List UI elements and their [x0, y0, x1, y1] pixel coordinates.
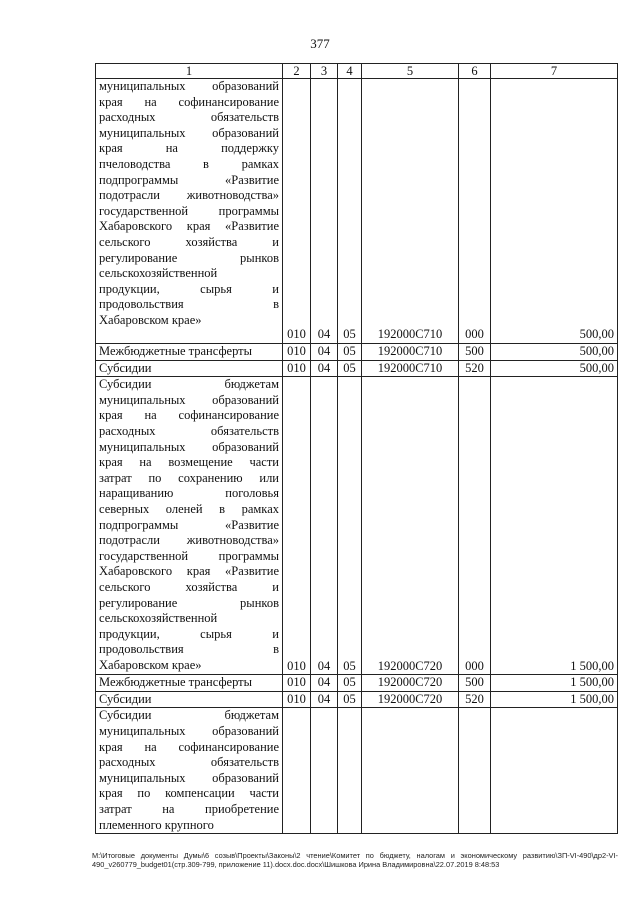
amount: 500,00 [491, 360, 618, 377]
expense-type-code: 000 [459, 79, 491, 344]
description-line: подотрасли животноводства» [99, 188, 279, 203]
description-line: сельского хозяйства и [99, 579, 279, 594]
description-line: регулирование рынков [99, 250, 279, 265]
amount: 1 500,00 [491, 377, 618, 675]
column-header: 1 [96, 64, 283, 79]
subsection-code [338, 708, 362, 834]
description-line: продовольствия в [99, 642, 279, 657]
header-row [96, 64, 618, 79]
description-line: расходных обязательств [99, 110, 279, 125]
file-path-footer: M:\Итоговые документы Думы\6 созыв\Проекты\Законы\2 чтение\Комитет по бюджету, налогам и экономическому развитию\ЗП-VI-490\др2-VI-490_v260779_budget01(стр.309-799, приложение 11).docx.doc.docx\Шишкова Ирина Владимировна\22.07.2019 8:48:53 [92, 851, 618, 869]
description-line: муниципальных образований [99, 770, 279, 785]
table-row [96, 360, 618, 377]
description-line: сельскохозяйственной [99, 611, 218, 626]
description-line: Субсидии бюджетам [99, 708, 279, 723]
section-code: 04 [311, 675, 338, 692]
subsection-code: 05 [338, 79, 362, 344]
column-header: 4 [338, 64, 362, 79]
column-header: 6 [459, 64, 491, 79]
admin-code: 010 [283, 691, 311, 708]
target-article-code: 192000С710 [362, 344, 459, 361]
description-line: затрат на приобретение [99, 801, 279, 816]
target-article-code: 192000С710 [362, 79, 459, 344]
section-code: 04 [311, 360, 338, 377]
description-line: продовольствия в [99, 297, 279, 312]
section-code: 04 [311, 79, 338, 344]
target-article-code [362, 708, 459, 834]
target-article-code: 192000С720 [362, 377, 459, 675]
description-line: государственной программы [99, 203, 279, 218]
table-row [96, 344, 618, 361]
row-description [96, 377, 283, 675]
expense-type-code: 500 [459, 344, 491, 361]
description-line: муниципальных образований [99, 723, 279, 738]
description-line: продукции, сырья и [99, 281, 279, 296]
subsection-code: 05 [338, 377, 362, 675]
target-article-code: 192000С720 [362, 675, 459, 692]
expense-type-code [459, 708, 491, 834]
section-code: 04 [311, 377, 338, 675]
budget-table [95, 63, 618, 834]
description-line: племенного крупного [99, 817, 214, 832]
description-line: муниципальных образований [99, 79, 279, 93]
table-row [96, 79, 618, 344]
description-line: продукции, сырья и [99, 626, 279, 641]
table-row [96, 691, 618, 708]
amount: 1 500,00 [491, 675, 618, 692]
description-line: Хабаровского края «Развитие [99, 564, 279, 579]
description-line: края на софинансирование [99, 94, 279, 109]
subsection-code: 05 [338, 360, 362, 377]
description-line: края на поддержку [99, 141, 279, 156]
description-line: края на возмещение части [99, 455, 279, 470]
description-line: регулирование рынков [99, 595, 279, 610]
row-description: Субсидии [96, 360, 283, 377]
admin-code: 010 [283, 360, 311, 377]
expense-type-code: 000 [459, 377, 491, 675]
row-description: Субсидии [96, 691, 283, 708]
target-article-code: 192000С710 [362, 360, 459, 377]
table-row [96, 675, 618, 692]
section-code: 04 [311, 344, 338, 361]
admin-code: 010 [283, 344, 311, 361]
amount [491, 708, 618, 834]
description-line: подпрограммы «Развитие [99, 172, 279, 187]
row-description [96, 79, 283, 344]
description-line: Субсидии бюджетам [99, 377, 279, 392]
description-line: сельскохозяйственной [99, 266, 218, 281]
description-line: государственной программы [99, 548, 279, 563]
section-code [311, 708, 338, 834]
amount: 500,00 [491, 344, 618, 361]
description-line: края на софинансирование [99, 408, 279, 423]
description-line: расходных обязательств [99, 755, 279, 770]
admin-code: 010 [283, 377, 311, 675]
subsection-code: 05 [338, 675, 362, 692]
description-line: наращиванию поголовья [99, 486, 279, 501]
description-line: северных оленей в рамках [99, 501, 279, 516]
description-line: муниципальных образований [99, 439, 279, 454]
column-header: 2 [283, 64, 311, 79]
description-line: муниципальных образований [99, 125, 279, 140]
admin-code: 010 [283, 79, 311, 344]
description-line: муниципальных образований [99, 392, 279, 407]
description-line: затрат по сохранению или [99, 470, 279, 485]
column-header: 3 [311, 64, 338, 79]
description-line: Хабаровском крае» [99, 657, 202, 672]
column-header: 5 [362, 64, 459, 79]
description-line: пчеловодства в рамках [99, 156, 279, 171]
description-line: края по компенсации части [99, 786, 279, 801]
admin-code: 010 [283, 675, 311, 692]
description-line: расходных обязательств [99, 423, 279, 438]
admin-code [283, 708, 311, 834]
page-number: 377 [310, 36, 330, 51]
subsection-code: 05 [338, 344, 362, 361]
row-description [96, 708, 283, 834]
table-body [96, 79, 618, 834]
subsection-code: 05 [338, 691, 362, 708]
description-line: Хабаровском крае» [99, 312, 202, 327]
description-line: Хабаровского края «Развитие [99, 219, 279, 234]
description-line: края на софинансирование [99, 739, 279, 754]
description-line: подпрограммы «Развитие [99, 517, 279, 532]
table-row [96, 377, 618, 675]
amount: 500,00 [491, 79, 618, 344]
expense-type-code: 520 [459, 691, 491, 708]
expense-type-code: 500 [459, 675, 491, 692]
row-description: Межбюджетные трансферты [96, 675, 283, 692]
target-article-code: 192000С720 [362, 691, 459, 708]
amount: 1 500,00 [491, 691, 618, 708]
column-header: 7 [491, 64, 618, 79]
description-line: подотрасли животноводства» [99, 533, 279, 548]
section-code: 04 [311, 691, 338, 708]
description-line: сельского хозяйства и [99, 234, 279, 249]
row-description: Межбюджетные трансферты [96, 344, 283, 361]
table-row [96, 708, 618, 834]
expense-type-code: 520 [459, 360, 491, 377]
